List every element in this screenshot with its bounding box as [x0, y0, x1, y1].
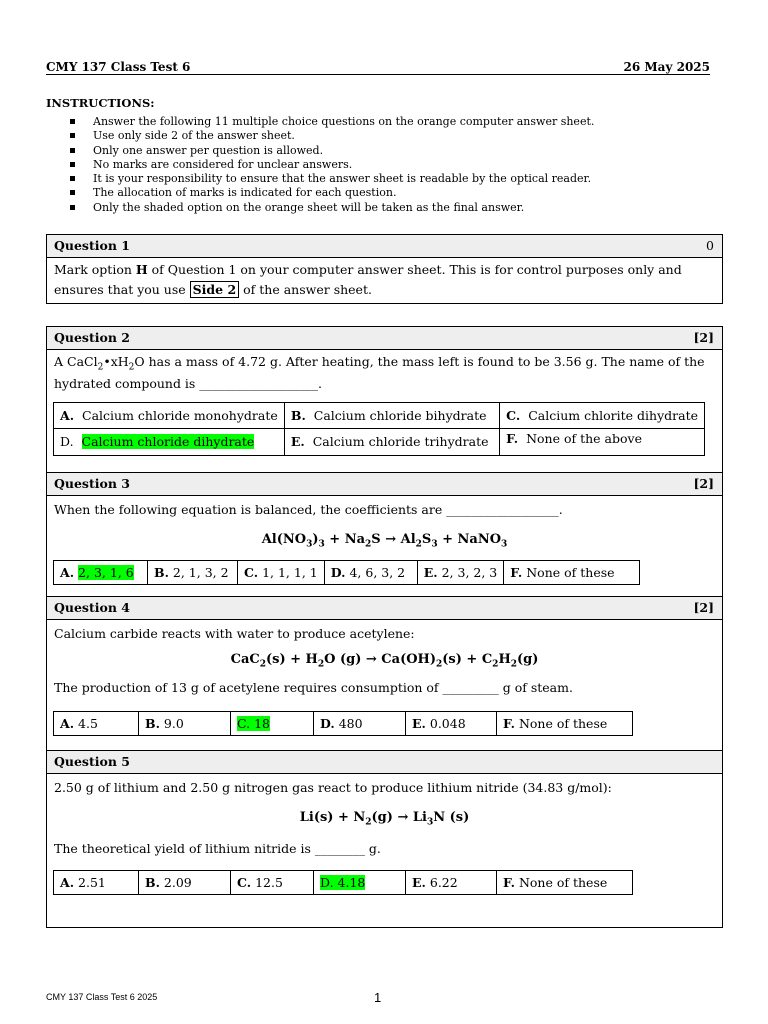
option-label: D.	[60, 434, 74, 449]
question-marks: [2]	[693, 475, 714, 491]
option-text: 12.5	[255, 874, 283, 890]
question-5-equation	[47, 810, 722, 834]
question-marks: [2]	[693, 330, 714, 345]
question-marks: [2]	[693, 599, 714, 615]
eq-part: O (g) → Ca(OH)	[324, 651, 436, 667]
subscript: 2	[435, 659, 443, 670]
option-label: E.	[423, 564, 438, 580]
option-e[interactable]	[406, 711, 497, 735]
question-4-header	[47, 596, 722, 620]
side-2-label: Side 2	[190, 281, 240, 298]
subscript: 3	[318, 539, 325, 550]
eq-part: + NaNO	[437, 531, 502, 547]
subscript: 3	[426, 817, 434, 828]
instruction-item: Use only side 2 of the answer sheet.	[46, 129, 594, 143]
option-label: B.	[154, 564, 169, 580]
question-4-options	[53, 711, 633, 736]
subscript: 2	[510, 659, 517, 670]
option-f[interactable]	[497, 870, 633, 894]
option-text: 4.5	[78, 715, 98, 731]
option-label: C.	[506, 407, 521, 423]
question-title: Question 1	[54, 238, 130, 253]
option-d[interactable]	[54, 428, 285, 455]
option-text: 9.0	[163, 715, 184, 731]
option-label: B.	[290, 407, 306, 423]
instruction-item: Only the shaded option on the orange sheet will be taken as the final answer.	[46, 201, 594, 215]
option-b[interactable]	[139, 711, 231, 735]
option-text-highlighted: 4.18	[337, 874, 366, 890]
option-label: F.	[503, 715, 515, 731]
option-d[interactable]	[314, 870, 406, 894]
question-title: Question 3	[54, 475, 130, 491]
option-c[interactable]	[231, 711, 314, 735]
question-4-equation	[47, 652, 722, 674]
question-title: Question 5	[54, 753, 130, 769]
question-2-text	[47, 350, 722, 392]
subscript: 2	[317, 659, 325, 670]
option-text: Calcium chloride trihydrate	[312, 434, 489, 449]
option-text: None of the above	[526, 430, 642, 446]
option-text: 2, 3, 2, 3	[441, 564, 498, 580]
subscript: 2	[415, 539, 422, 550]
option-text: 4, 6, 3, 2	[349, 564, 406, 580]
option-f[interactable]	[504, 560, 640, 584]
option-text: 6.22	[429, 874, 458, 890]
eq-part: N (s)	[433, 809, 470, 825]
q1-text-part: Mark option	[54, 262, 136, 277]
eq-part: Al(NO	[261, 531, 307, 547]
q2-text-part: O has a mass of 4.72 g. After heating, the mass left is found to be 3.56 g. The name of the hydrated compound is ___________________.	[54, 354, 705, 391]
question-3-header	[47, 472, 722, 496]
subscript: 2	[365, 539, 372, 550]
eq-part: )	[312, 531, 319, 547]
option-text: Calcium chlorite dihydrate	[528, 407, 698, 423]
option-text: Calcium chloride bihydrate	[313, 407, 487, 423]
question-title: Question 4	[54, 599, 130, 615]
option-label: B.	[145, 874, 160, 890]
option-label: F.	[503, 874, 515, 890]
option-c[interactable]	[500, 402, 705, 428]
instruction-item: Only one answer per question is allowed.	[46, 144, 594, 158]
option-text-highlighted: 2, 3, 1, 6	[78, 564, 134, 580]
option-d[interactable]	[324, 560, 417, 584]
option-label: A.	[60, 564, 75, 580]
course-title: CMY 137 Class Test 6	[46, 60, 191, 74]
instruction-item: No marks are considered for unclear answers.	[46, 158, 594, 172]
option-label: F.	[506, 430, 519, 446]
question-title: Question 2	[54, 330, 130, 345]
option-a[interactable]	[54, 711, 139, 735]
questions-2-5	[46, 326, 723, 928]
option-label: F.	[510, 564, 523, 580]
subscript: 2	[128, 362, 135, 373]
eq-part: S	[421, 531, 432, 547]
option-c[interactable]	[231, 870, 314, 894]
eq-part: (g)	[517, 651, 539, 667]
option-e[interactable]	[417, 560, 504, 584]
option-label: E.	[290, 434, 305, 449]
subscript: 2	[365, 817, 372, 828]
option-b[interactable]	[284, 402, 499, 428]
option-text: 0.048	[429, 715, 466, 731]
eq-part: (g) → Li	[371, 809, 427, 825]
question-1-text	[47, 258, 722, 300]
question-3-equation	[47, 532, 722, 556]
option-text: 2.09	[163, 874, 192, 890]
subscript: 3	[501, 539, 508, 550]
option-label: B.	[145, 715, 160, 731]
eq-part: + Na	[324, 531, 366, 547]
question-1-header	[47, 235, 722, 258]
subscript: 2	[259, 659, 266, 670]
option-label: C.	[237, 874, 252, 890]
question-1	[46, 234, 723, 304]
footer-text: CMY 137 Class Test 6 2025	[46, 992, 158, 1002]
option-label: E.	[412, 874, 426, 890]
option-text: 2, 1, 3, 2	[172, 564, 229, 580]
instruction-item: It is your responsibility to ensure that the answer sheet is readable by the optical reader.	[46, 172, 594, 186]
instructions-list	[46, 115, 594, 215]
option-a[interactable]	[54, 870, 139, 894]
q2-text-part: •xH	[103, 354, 129, 369]
eq-part: H	[498, 651, 511, 667]
option-label: A.	[60, 715, 75, 731]
option-label: D.	[320, 715, 335, 731]
option-h-label: H	[135, 262, 148, 277]
eq-part: Li(s) + N	[299, 809, 366, 825]
question-4-text: Calcium carbide reacts with water to produce acetylene:	[54, 625, 415, 641]
option-b[interactable]	[139, 870, 231, 894]
question-2-header	[47, 327, 722, 350]
option-text-highlighted: Calcium chloride dihydrate	[81, 434, 255, 449]
option-label: A.	[60, 874, 75, 890]
option-text: Calcium chloride monohydrate	[82, 407, 278, 423]
question-3-text: When the following equation is balanced, the coefficients are __________________.	[54, 501, 563, 517]
option-a[interactable]	[54, 402, 285, 428]
option-text: None of these	[518, 874, 608, 890]
option-label: C.	[244, 564, 259, 580]
option-label: A.	[60, 407, 75, 423]
question-4-text-2: The production of 13 g of acetylene requires consumption of _________ g of steam.	[54, 679, 573, 695]
q2-text-part: A CaCl	[54, 354, 98, 369]
option-label: D.	[330, 564, 346, 580]
option-text: None of these	[526, 564, 615, 580]
option-text: 480	[338, 715, 363, 731]
option-text: 1, 1, 1, 1	[262, 564, 318, 580]
option-label-highlighted: D.	[320, 874, 334, 890]
instructions-title: INSTRUCTIONS:	[46, 96, 155, 110]
q1-text-part: of the answer sheet.	[239, 282, 372, 297]
page-header	[46, 60, 710, 75]
page-number: 1	[374, 990, 382, 1005]
option-text-highlighted: 18	[254, 715, 270, 731]
option-c[interactable]	[238, 560, 325, 584]
question-5-options	[53, 870, 633, 895]
option-a[interactable]	[54, 560, 148, 584]
option-label-highlighted: C.	[237, 715, 251, 731]
question-2-options	[53, 402, 705, 456]
eq-part: (s) + C	[442, 651, 493, 667]
option-e[interactable]	[406, 870, 497, 894]
option-f[interactable]	[500, 428, 705, 455]
option-text: None of these	[518, 715, 608, 731]
test-date: 26 May 2025	[623, 60, 710, 74]
option-d[interactable]	[314, 711, 406, 735]
instruction-item: The allocation of marks is indicated for each question.	[46, 186, 594, 200]
question-marks: 0	[706, 238, 714, 253]
q1-text-part: of Question 1 on your computer answer sheet. This is for control purposes only and ensures that you use	[54, 262, 682, 297]
option-e[interactable]	[284, 428, 499, 455]
subscript: 3	[306, 539, 313, 550]
option-f[interactable]	[497, 711, 633, 735]
question-5-text-2: The theoretical yield of lithium nitride is ________ g.	[54, 840, 381, 856]
eq-part: S → Al	[371, 531, 416, 547]
question-3-options	[53, 560, 640, 585]
option-b[interactable]	[148, 560, 238, 584]
subscript: 3	[431, 539, 438, 550]
option-text: 2.51	[78, 874, 106, 890]
instruction-item: Answer the following 11 multiple choice questions on the orange computer answer sheet.	[46, 115, 594, 129]
question-5-text: 2.50 g of lithium and 2.50 g nitrogen gas react to produce lithium nitride (34.83 g/mol):	[54, 779, 612, 795]
eq-part: CaC	[230, 651, 260, 667]
eq-part: (s) + H	[265, 651, 318, 667]
subscript: 2	[97, 362, 104, 373]
option-label: E.	[412, 715, 426, 731]
question-5-header	[47, 750, 722, 774]
subscript: 2	[492, 659, 499, 670]
